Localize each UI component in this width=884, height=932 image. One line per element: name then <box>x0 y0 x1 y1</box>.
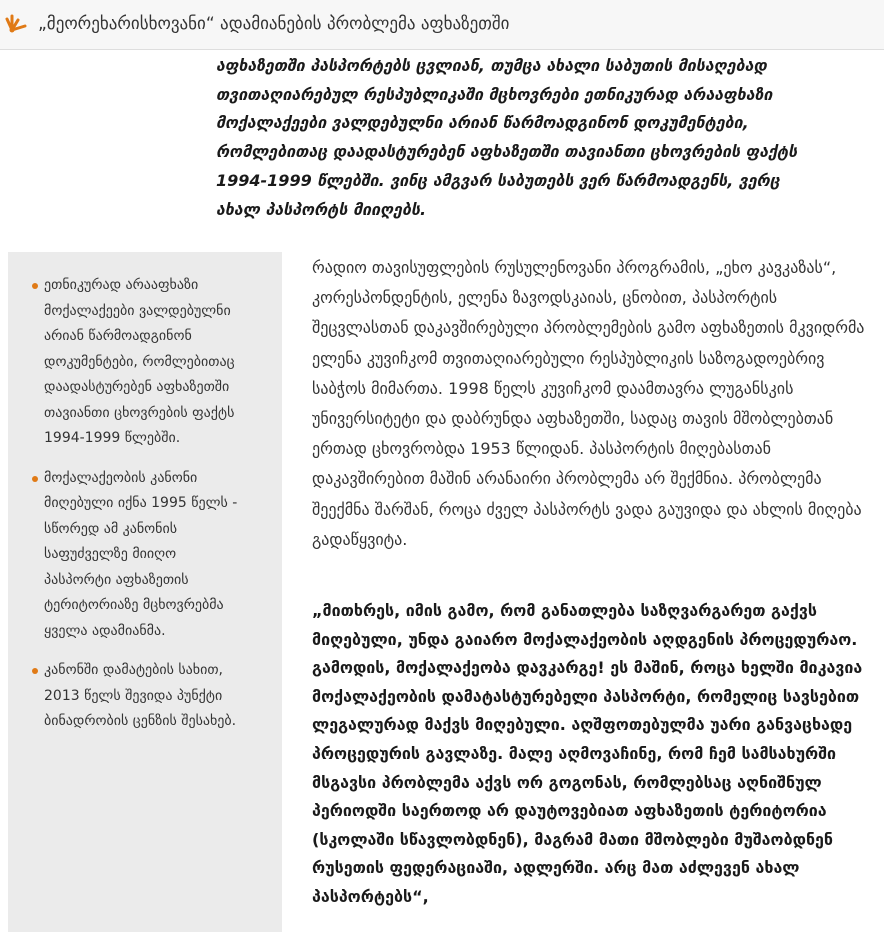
list-item-text: კანონში დამატების სახით, 2013 წელს შევიდა პუნქტი ბინადრობის ცენზის შესახებ. <box>44 662 237 729</box>
key-points-sidebar <box>8 252 282 932</box>
list-item <box>33 658 242 735</box>
rfe-rl-logo-icon[interactable] <box>4 10 30 36</box>
article-quote: „მითხრეს, იმის გამო, რომ განათლება საზღვარგარეთ გაქვს მიღებული, უნდა გაიარო მოქალაქეობის აღდგენის პროცედურაო. გამოდის, მოქალაქეობა დავკარგე! ეს მაშინ, როცა ხელში მიკავია მოქალაქეობის დამატასტურებელი პასპორტი, რომელიც სავსებით ლეგალურად მაქვს მიღებული. აღშფოთებულმა უარი განვაცხადე პროცედურის გავლაზე. მალე აღმოვაჩინე, რომ ჩემ სამსახურში მსგავსი პრობლემა აქვს ორ გოგონას, რომლებსაც აღნიშნულ პერიოდში საერთოდ არ დაუტოვებიათ აფხაზეთის ტერიტორია (სკოლაში სწავლობდნენ), მაგრამ მათი მშობლები მუშაობდნენ რუსეთის ფედერაციაში, ადლერში. არც მათ აძლევენ ახალ პასპორტებს“, <box>312 601 863 906</box>
list-item-text: ეთნიკურად არააფხაზი მოქალაქეები ვალდებულნი არიან წარმოადგინონ დოკუმენტები, რომლებითაც დაადასტურებენ აფხაზეთში თავიანთი ცხოვრების ფაქტს 1994-1999 წლებში. <box>44 277 235 446</box>
list-item-text: მოქალაქეობის კანონი მიღებული იქნა 1995 წელს - სწორედ ამ კანონის საფუძველზე მიიღო პასპორტი აფხაზეთის ტერიტორიაზე მცხოვრებმა ყველა ადამიანმა. <box>44 469 238 639</box>
article-lead: აფხაზეთში პასპორტებს ცვლიან, თუმცა ახალი საბუთის მისაღებად თვითაღიარებულ რესპუბლიკაში მცხოვრები ეთნიკურად არააფხაზი მოქალაქეები ვალდებულნი არიან წარმოადგინონ დოკუმენტები, რომლებითაც დაადასტურებენ აფხაზეთში თავიანთი ცხოვრების ფაქტს 1994-1999 წლებში. ვინც ამგვარ საბუთებს ვერ წარმოადგენს, ვერც ახალ პასპორტს მიიღებს. <box>216 56 798 219</box>
top-bar <box>0 0 884 50</box>
bullet-dot-icon <box>32 668 38 674</box>
list-item <box>33 273 242 452</box>
bullet-dot-icon <box>32 283 38 289</box>
list-item <box>33 466 242 645</box>
page-title: „მეორეხარისხოვანი“ ადამიანების პრობლემა აფხაზეთში <box>38 14 510 34</box>
article-paragraph: რადიო თავისუფლების რუსულენოვანი პროგრამის, „ეხო კავკაზას“, კორესპონდენტის, ელენა ზავოდსკაიას, ცნობით, პასპორტის შეცვლასთან დაკავშირებული პრობლემების გამო აფხაზეთის მკვიდრმა ელენა კუვიჩკომ თვითაღიარებული რესპუბლიკის საზოგადოებრივ საბჭოს მიმართა. 1998 წელს კუვიჩკომ დაამთავრა ლუგანსკის უნივერსიტეტი და დაბრუნდა აფხაზეთში, სადაც თავის მშობლებთან ერთად ცხოვრობდა 1953 წლიდან. პასპორტის მიღებასთან დაკავშირებით მაშინ არანაირი პრობლემა არ შექმნია. პრობლემა შეექმნა შარშან, როცა ძველ პასპორტს ვადა გაუვიდა და ახლის მიღება გადაწყვიტა. <box>312 258 865 549</box>
key-points-list <box>8 252 282 735</box>
bullet-dot-icon <box>32 476 38 482</box>
